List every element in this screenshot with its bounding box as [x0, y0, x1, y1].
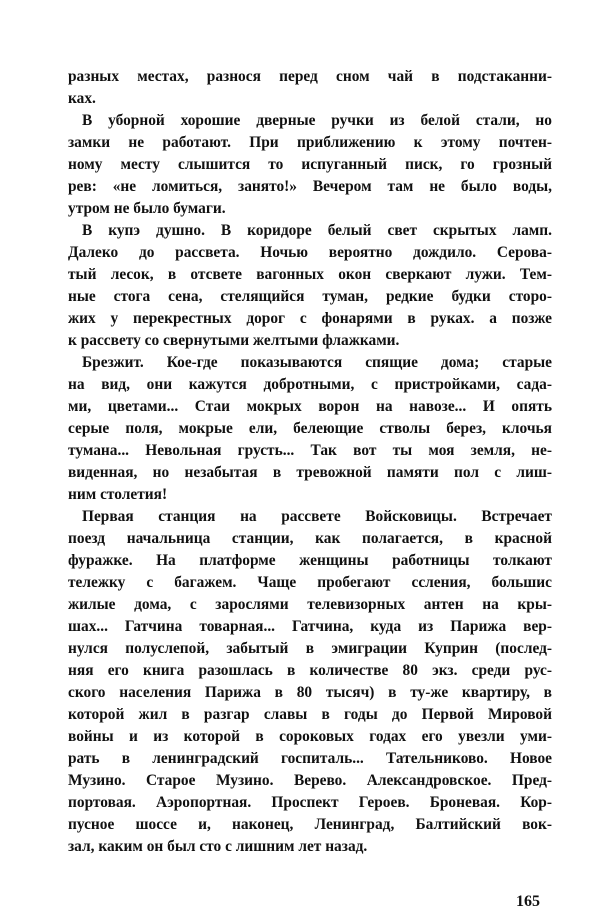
text-line: войны и из которой в сороковых годах его увезли уми- [68, 728, 552, 745]
text-line: которой жил в разгар славы в годы до Первой Мировой [68, 706, 552, 723]
page-text [68, 66, 552, 912]
text-line: ные стога сена, стелящийся туман, редкие будки сторо- [68, 288, 552, 305]
text-line: ному месту слышится то испуганный писк, го грозный [68, 156, 552, 173]
text-line: рать в ленинградский госпиталь... Тательниково. Новое [68, 750, 552, 767]
text-line: тумана... Невольная грусть... Так вот ты моя земля, не- [68, 442, 552, 459]
text-line: портовая. Аэропортная. Проспект Героев. Броневая. Кор- [68, 794, 552, 811]
text-line: В купэ душно. В коридоре белый свет скрытых ламп. [82, 222, 552, 239]
text-line: ского населения Парижа в 80 тысяч) в ту-же квартиру, в [68, 684, 552, 701]
paragraphs [68, 66, 552, 858]
text-line: утром не было бумаги. [68, 200, 226, 217]
text-line: зал, каким он был сто с лишним лет назад. [68, 838, 368, 855]
text-line: замки не работают. При приближению к этому почтен- [68, 134, 552, 151]
text-line: фуражке. На платформе женщины работницы толкают [68, 552, 552, 569]
paragraph [68, 220, 552, 352]
text-line: серые поля, мокрые ели, белеющие стволы берез, клочья [68, 420, 552, 437]
text-line: Далеко до рассвета. Ночью вероятно дождило. Серова- [68, 244, 552, 261]
text-line: Музино. Старое Музино. Верево. Александровское. Пред- [68, 772, 552, 789]
text-line: ми, цветами... Стаи мокрых ворон на навозе... И опять [68, 398, 552, 415]
paragraph [68, 110, 552, 220]
text-line: тележку с багажем. Чаще пробегают ссления, большис [68, 574, 552, 591]
page-number: 165 [516, 893, 540, 910]
text-line: виденная, но незабытая в тревожной памяти пол с лиш- [68, 464, 552, 481]
text-line: поезд начальница станции, как полагается, в красной [68, 530, 552, 547]
text-line: на вид, они кажутся добротными, с пристройками, сада- [68, 376, 552, 393]
text-line: ках. [68, 90, 96, 107]
paragraph [68, 352, 552, 506]
text-line: Брезжит. Кое-где показываются спящие дома; старые [82, 354, 552, 371]
text-line: В уборной хорошие дверные ручки из белой стали, но [82, 112, 552, 129]
text-line: ним столетия! [68, 486, 168, 503]
text-line: к рассвету со свернутыми желтыми флажками. [68, 332, 400, 349]
paragraph [68, 66, 552, 110]
text-line: рев: «не ломиться, занято!» Вечером там не было воды, [68, 178, 552, 195]
text-line: Первая станция на рассвете Войсковицы. Встречает [82, 508, 552, 525]
text-line: жилые дома, с зарослями телевизорных антен на кры- [68, 596, 552, 613]
paragraph [68, 506, 552, 858]
text-line: няя его книга разошлась в количестве 80 экз. среди рус- [68, 662, 552, 679]
text-line: жих у перекрестных дорог с фонарями в руках. а позже [68, 310, 552, 327]
text-line: шах... Гатчина товарная... Гатчина, куда из Парижа вер- [68, 618, 552, 635]
text-line: разных местах, разнося перед сном чай в подстаканни- [68, 68, 552, 85]
text-line: нулся полуслепой, забытый в эмиграции Куприн (послед- [68, 640, 552, 657]
text-line: пусное шоссе и, наконец, Ленинград, Балтийский вок- [68, 816, 552, 833]
text-line: тый лесок, в отсвете вагонных окон сверкают лужи. Тем- [68, 266, 552, 283]
